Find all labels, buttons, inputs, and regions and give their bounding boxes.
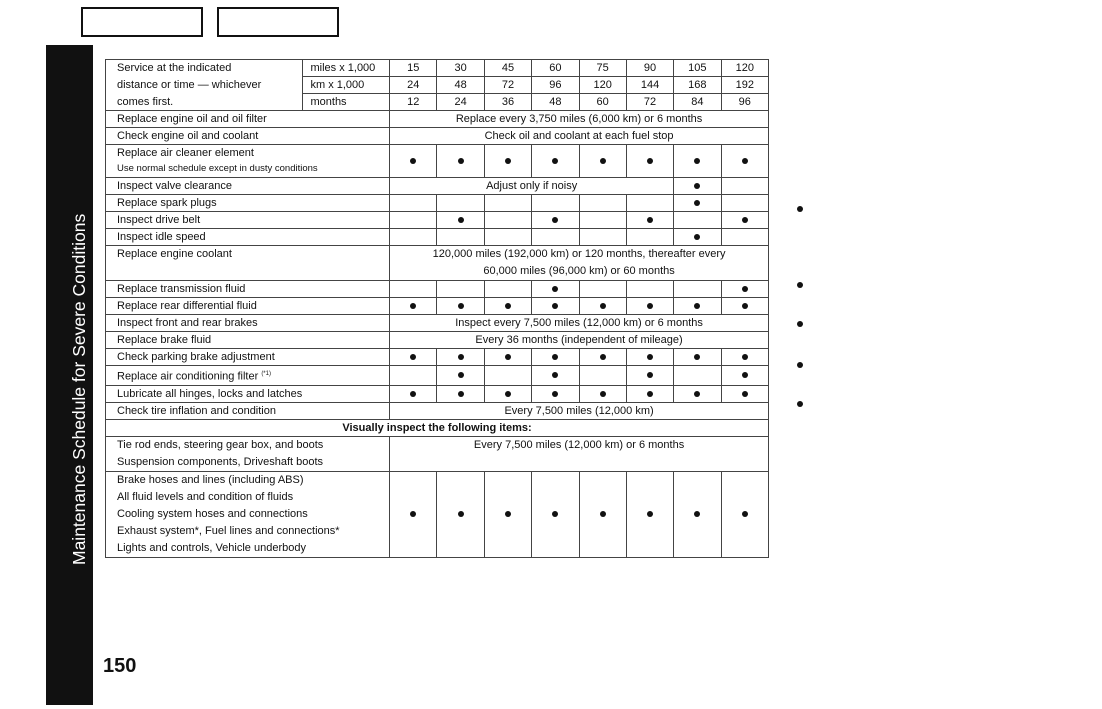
interval-miles: 45 <box>484 60 531 77</box>
service-dot <box>437 471 484 557</box>
service-empty <box>390 281 437 298</box>
service-empty <box>532 229 579 246</box>
service-dot <box>579 145 626 178</box>
bullet-icon <box>600 354 606 360</box>
visual-inspection-heading: Visually inspect the following items: <box>106 419 769 436</box>
bullet-icon <box>694 200 700 206</box>
bullet-icon <box>742 354 748 360</box>
row-spark <box>106 195 769 212</box>
service-dot <box>390 471 437 557</box>
row-brake-fluid <box>106 332 769 349</box>
bullet-icon <box>600 303 606 309</box>
interval-months: 36 <box>484 94 531 111</box>
bullet-icon <box>694 391 700 397</box>
header-row-miles <box>106 60 769 77</box>
service-dot <box>674 178 721 195</box>
item-label <box>106 471 390 557</box>
item-label: Replace engine coolant <box>106 246 390 281</box>
bullet-icon <box>647 354 653 360</box>
item-label: Replace brake fluid <box>106 332 390 349</box>
service-dot <box>721 281 768 298</box>
bullet-icon <box>552 372 558 378</box>
service-empty <box>484 366 531 386</box>
item-label: Replace transmission fluid <box>106 281 390 298</box>
service-empty <box>579 212 626 229</box>
unit-label: miles x 1,000 <box>303 60 390 77</box>
service-dot <box>674 385 721 402</box>
interval-km: 72 <box>484 77 531 94</box>
service-dot <box>626 212 673 229</box>
row-ac-filter <box>106 366 769 386</box>
item-note: Check oil and coolant at each fuel stop <box>390 128 769 145</box>
service-dot <box>721 298 768 315</box>
bullet-icon <box>647 217 653 223</box>
service-line: distance or time — whichever <box>106 77 303 94</box>
service-dot <box>532 145 579 178</box>
service-dot <box>437 298 484 315</box>
bullet-icon <box>552 511 558 517</box>
service-dot <box>626 145 673 178</box>
interval-months: 48 <box>532 94 579 111</box>
service-empty <box>390 229 437 246</box>
service-empty <box>626 281 673 298</box>
item-label: Inspect drive belt <box>106 212 390 229</box>
service-empty <box>626 195 673 212</box>
visual-item: Suspension components, Driveshaft boots <box>117 455 324 468</box>
coolant-note-line-2: 60,000 miles (96,000 km) or 60 months <box>483 265 675 277</box>
bullet-icon <box>410 158 416 164</box>
item-note: Replace every 3,750 miles (6,000 km) or 6 months <box>390 111 769 128</box>
bullet-icon <box>797 401 803 407</box>
bullet-icon <box>505 391 511 397</box>
service-empty <box>626 229 673 246</box>
bullet-icon <box>552 354 558 360</box>
service-dot <box>437 349 484 366</box>
bullet-icon <box>552 217 558 223</box>
service-empty <box>532 195 579 212</box>
service-dot <box>626 385 673 402</box>
interval-km: 168 <box>674 77 721 94</box>
bullet-icon <box>797 362 803 368</box>
service-dot <box>437 385 484 402</box>
row-brakes <box>106 315 769 332</box>
bullet-icon <box>552 286 558 292</box>
service-dot <box>721 212 768 229</box>
visual-item: All fluid levels and condition of fluids <box>117 490 294 503</box>
header-tab-box-2 <box>217 7 339 37</box>
interval-km: 192 <box>721 77 768 94</box>
item-subnote: Use normal schedule except in dusty conditions <box>106 161 390 178</box>
bullet-icon <box>505 354 511 360</box>
service-dot <box>532 298 579 315</box>
bullet-icon <box>797 206 803 212</box>
service-dot <box>674 298 721 315</box>
header-row-km <box>106 77 769 94</box>
bullet-icon <box>552 303 558 309</box>
service-empty <box>579 229 626 246</box>
service-dot <box>579 385 626 402</box>
service-dot <box>674 349 721 366</box>
interval-months: 72 <box>626 94 673 111</box>
row-idle <box>106 229 769 246</box>
bullet-icon <box>694 183 700 189</box>
interval-miles: 90 <box>626 60 673 77</box>
service-dot <box>721 366 768 386</box>
interval-miles: 60 <box>532 60 579 77</box>
service-dot <box>626 349 673 366</box>
service-empty <box>674 366 721 386</box>
service-empty <box>721 195 768 212</box>
service-empty <box>390 195 437 212</box>
bullet-icon <box>410 354 416 360</box>
bullet-icon <box>694 511 700 517</box>
bullet-icon <box>797 282 803 288</box>
interval-months: 96 <box>721 94 768 111</box>
service-dot <box>532 212 579 229</box>
service-dot <box>721 145 768 178</box>
item-label: Lubricate all hinges, locks and latches <box>106 385 390 402</box>
service-empty <box>390 366 437 386</box>
service-dot <box>532 471 579 557</box>
service-dot <box>390 298 437 315</box>
service-dot <box>674 471 721 557</box>
item-label <box>106 366 390 386</box>
service-dot <box>579 471 626 557</box>
service-dot <box>721 471 768 557</box>
section-title: Maintenance Schedule for Severe Conditions <box>69 213 89 565</box>
interval-km: 24 <box>390 77 437 94</box>
interval-km: 48 <box>437 77 484 94</box>
bullet-icon <box>694 158 700 164</box>
row-air-cleaner <box>106 145 769 162</box>
service-dot <box>579 298 626 315</box>
bullet-icon <box>505 158 511 164</box>
row-transmission <box>106 281 769 298</box>
interval-miles: 75 <box>579 60 626 77</box>
service-line: Service at the indicated <box>106 60 303 77</box>
row-hinges <box>106 385 769 402</box>
bullet-icon <box>647 158 653 164</box>
bullet-icon <box>505 303 511 309</box>
service-dot <box>484 298 531 315</box>
service-empty <box>721 178 768 195</box>
service-empty <box>437 229 484 246</box>
service-dot <box>674 229 721 246</box>
bullet-icon <box>458 391 464 397</box>
service-empty <box>437 195 484 212</box>
bullet-icon <box>647 303 653 309</box>
item-label <box>106 436 390 471</box>
bullet-icon <box>458 372 464 378</box>
row-valve <box>106 178 769 195</box>
service-empty <box>484 281 531 298</box>
row-engine-oil <box>106 111 769 128</box>
unit-label: months <box>303 94 390 111</box>
footnote-mark: (*1) <box>261 371 271 377</box>
interval-months: 24 <box>437 94 484 111</box>
page-number: 150 <box>103 655 137 677</box>
row-parking <box>106 349 769 366</box>
service-dot <box>484 471 531 557</box>
visual-item: Brake hoses and lines (including ABS) <box>117 473 304 486</box>
bullet-icon <box>797 321 803 327</box>
item-label: Inspect valve clearance <box>106 178 390 195</box>
item-note: Adjust only if noisy <box>390 178 674 195</box>
row-visual-a <box>106 436 769 471</box>
interval-km: 120 <box>579 77 626 94</box>
bullet-icon <box>694 303 700 309</box>
service-empty <box>579 281 626 298</box>
service-line: comes first. <box>106 94 303 111</box>
service-dot <box>721 349 768 366</box>
item-label: Check parking brake adjustment <box>106 349 390 366</box>
row-rear-diff <box>106 298 769 315</box>
item-label: Check tire inflation and condition <box>106 402 390 419</box>
visual-item: Tie rod ends, steering gear box, and boots <box>117 438 324 451</box>
row-visual-header <box>106 419 769 436</box>
item-note: Every 36 months (independent of mileage) <box>390 332 769 349</box>
service-dot <box>484 349 531 366</box>
item-note: Every 7,500 miles (12,000 km) <box>390 402 769 419</box>
service-dot <box>626 298 673 315</box>
interval-miles: 105 <box>674 60 721 77</box>
service-dot <box>626 366 673 386</box>
item-label-text: Replace air conditioning filter <box>117 370 259 383</box>
bullet-icon <box>742 511 748 517</box>
service-empty <box>484 229 531 246</box>
bullet-icon <box>458 158 464 164</box>
service-dot <box>390 385 437 402</box>
service-dot <box>579 349 626 366</box>
service-empty <box>390 212 437 229</box>
bullet-icon <box>600 511 606 517</box>
service-empty <box>579 366 626 386</box>
item-label: Replace rear differential fluid <box>106 298 390 315</box>
visual-item: Exhaust system*, Fuel lines and connections* <box>117 524 340 537</box>
visual-item: Cooling system hoses and connections <box>117 507 308 520</box>
service-dot <box>532 385 579 402</box>
item-label: Inspect idle speed <box>106 229 390 246</box>
service-dot <box>437 212 484 229</box>
interval-km: 144 <box>626 77 673 94</box>
bullet-icon <box>742 286 748 292</box>
interval-months: 12 <box>390 94 437 111</box>
service-dot <box>484 385 531 402</box>
bullet-icon <box>647 372 653 378</box>
service-dot <box>532 366 579 386</box>
bullet-icon <box>742 158 748 164</box>
row-belt <box>106 212 769 229</box>
item-label: Check engine oil and coolant <box>106 128 390 145</box>
item-note: Every 7,500 miles (12,000 km) or 6 months <box>390 436 769 471</box>
bullet-icon <box>600 391 606 397</box>
bullet-icon <box>410 511 416 517</box>
service-empty <box>674 212 721 229</box>
row-coolant <box>106 246 769 281</box>
visual-item: Lights and controls, Vehicle underbody <box>117 541 306 554</box>
bullet-icon <box>552 391 558 397</box>
bullet-icon <box>647 511 653 517</box>
bullet-icon <box>742 217 748 223</box>
service-empty <box>579 195 626 212</box>
service-dot <box>437 366 484 386</box>
bullet-icon <box>694 234 700 240</box>
row-tires <box>106 402 769 419</box>
bullet-icon <box>647 391 653 397</box>
service-empty <box>437 281 484 298</box>
coolant-note-line-1: 120,000 miles (192,000 km) or 120 months, thereafter every <box>432 248 726 260</box>
service-empty <box>721 229 768 246</box>
bullet-icon <box>505 511 511 517</box>
bullet-icon <box>458 303 464 309</box>
bullet-icon <box>694 354 700 360</box>
item-note <box>390 246 769 281</box>
row-check-oil <box>106 128 769 145</box>
service-dot <box>532 349 579 366</box>
service-dot <box>626 471 673 557</box>
interval-months: 84 <box>674 94 721 111</box>
service-dot <box>390 349 437 366</box>
bullet-icon <box>742 391 748 397</box>
service-dot <box>674 145 721 178</box>
item-label: Replace spark plugs <box>106 195 390 212</box>
bullet-icon <box>552 158 558 164</box>
service-empty <box>484 212 531 229</box>
bullet-icon <box>410 391 416 397</box>
interval-months: 60 <box>579 94 626 111</box>
interval-miles: 30 <box>437 60 484 77</box>
interval-km: 96 <box>532 77 579 94</box>
bullet-icon <box>410 303 416 309</box>
service-dot <box>532 281 579 298</box>
service-dot <box>484 145 531 178</box>
bullet-icon <box>458 511 464 517</box>
service-empty <box>484 195 531 212</box>
item-label: Replace engine oil and oil filter <box>106 111 390 128</box>
bullet-icon <box>600 158 606 164</box>
bullet-icon <box>742 372 748 378</box>
item-label: Inspect front and rear brakes <box>106 315 390 332</box>
item-note: Inspect every 7,500 miles (12,000 km) or 6 months <box>390 315 769 332</box>
maintenance-schedule-table <box>105 59 769 558</box>
service-dot <box>674 195 721 212</box>
bullet-icon <box>742 303 748 309</box>
interval-miles: 120 <box>721 60 768 77</box>
unit-label: km x 1,000 <box>303 77 390 94</box>
header-row-months <box>106 94 769 111</box>
bullet-icon <box>458 217 464 223</box>
row-visual-b <box>106 471 769 557</box>
bullet-icon <box>458 354 464 360</box>
service-dot <box>437 145 484 178</box>
interval-miles: 15 <box>390 60 437 77</box>
item-label: Replace air cleaner element <box>106 145 390 162</box>
service-empty <box>674 281 721 298</box>
header-tab-box-1 <box>81 7 203 37</box>
service-dot <box>721 385 768 402</box>
service-dot <box>390 145 437 178</box>
